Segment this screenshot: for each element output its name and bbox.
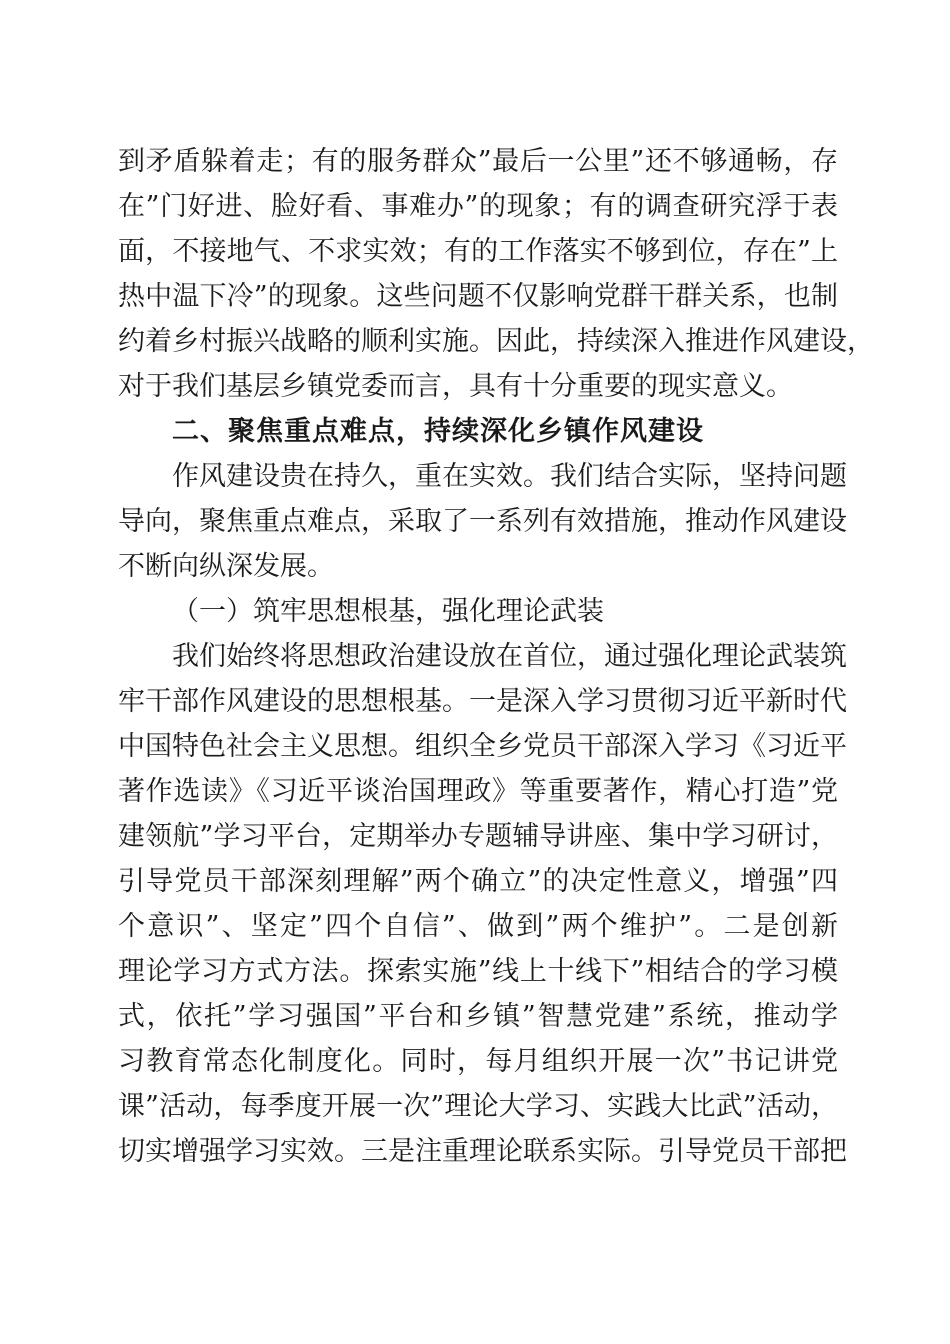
section-heading: 二、聚焦重点难点，持续深化乡镇作风建设 — [172, 416, 704, 447]
body-text-line: 约着乡村振兴战略的顺利实施。因此，持续深入推进作风建设， — [118, 326, 874, 357]
body-text-line: 个意识”、坚定”四个自信”、做到”两个维护”。二是创新 — [118, 911, 838, 942]
body-text-line: 热中温下冷”的现象。这些问题不仅影响党群干群关系，也制 — [118, 281, 838, 312]
body-text-line: 课”活动，每季度开展一次”理论大学习、实践大比武”活动， — [118, 1091, 838, 1122]
body-text-line: 著作选读》《习近平谈治国理政》等重要著作，精心打造”党 — [118, 776, 838, 807]
body-text-line: 对于我们基层乡镇党委而言，具有十分重要的现实意义。 — [118, 371, 793, 402]
body-text-line: 面，不接地气、不求实效；有的工作落实不够到位，存在”上 — [118, 236, 838, 267]
body-text-line: 中国特色社会主义思想。组织全乡党员干部深入学习《习近平 — [118, 731, 847, 762]
body-text-line: 牢干部作风建设的思想根基。一是深入学习贯彻习近平新时代 — [118, 686, 847, 717]
body-text-line: 习教育常态化制度化。同时，每月组织开展一次”书记讲党 — [118, 1046, 838, 1077]
body-text-line: 在”门好进、脸好看、事难办”的现象；有的调查研究浮于表 — [118, 191, 838, 222]
body-text-line: 理论学习方式方法。探索实施”线上十线下”相结合的学习模 — [118, 956, 838, 987]
body-text-line: 切实增强学习实效。三是注重理论联系实际。引导党员干部把 — [118, 1136, 847, 1167]
body-text-line: 引导党员干部深刻理解”两个确立”的决定性意义，增强”四 — [118, 866, 838, 897]
body-text-line: 导向，聚焦重点难点，采取了一系列有效措施，推动作风建设 — [118, 506, 847, 537]
body-text-line: 到矛盾躲着走；有的服务群众”最后一公里”还不够通畅，存 — [118, 146, 838, 177]
body-text-line: 作风建设贵在持久，重在实效。我们结合实际，坚持问题 — [172, 461, 847, 492]
body-text-line: 建领航”学习平台，定期举办专题辅导讲座、集中学习研讨， — [118, 821, 838, 852]
subsection-heading: （一）筑牢思想根基，强化理论武装 — [172, 596, 604, 627]
body-text-line: 式，依托”学习强国”平台和乡镇”智慧党建”系统，推动学 — [118, 1001, 838, 1032]
body-text-line: 不断向纵深发展。 — [118, 551, 334, 582]
body-text-line: 我们始终将思想政治建设放在首位，通过强化理论武装筑 — [172, 641, 847, 672]
